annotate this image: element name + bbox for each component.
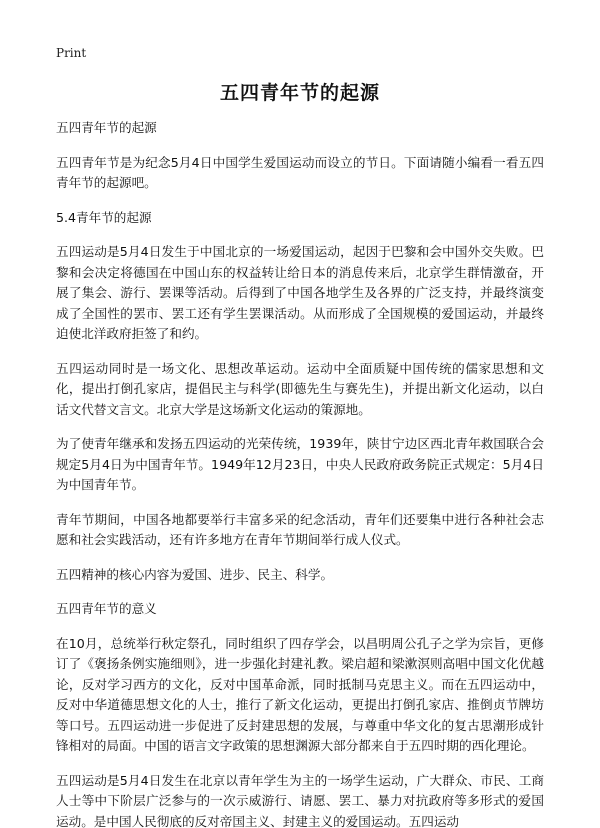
paragraph-spirit: 五四精神的核心内容为爱国、进步、民主、科学。 (56, 566, 334, 582)
paragraph-culture: 五四运动同时是一场文化、思想改革运动。运动中全面质疑中国传统的儒家思想和文化，提出打倒孔家店，提倡民主与科学(即德先生与赛先生)，并提出新文化运动，以白话文代替文言文。北京大学是这场新文化运动的策源地。 (56, 360, 544, 417)
paragraph-activities: 青年节期间，中国各地都要举行丰富多采的纪念活动，青年们还要集中进行各种社会志愿和社会实践活动，还有许多地方在青年节期间举行成人仪式。 (56, 511, 544, 547)
document-title: 五四青年节的起源 (219, 82, 380, 104)
paragraph-student-movement: 五四运动是5月4日发生在北京以青年学生为主的一场学生运动，广大群众、市民、工商人士等中下阶层广泛参与的一次示威游行、请愿、罢工、暴力对抗政府等多形式的爱国运动。是中国人民彻底的反对帝国主义、封建主义的爱国运动。五四运动 (56, 772, 544, 828)
section-heading-54-origin: 5.4青年节的起源 (56, 209, 152, 225)
paragraph-significance: 在10月，总统举行秋定祭孔，同时组织了四存学会，以昌明周公孔子之学为宗旨，更修订了《褒扬条例实施细则》，进一步强化封建礼教。梁启超和梁漱溟则高唱中国文化优越论，反对学习西方的文化，反对中国革命派，同时抵制马克思主义。而在五四运动中，反对中华道德思想文化的人士，推行了新文化运动，更提出打倒孔家店、推倒贞节牌坊等口号。五四运动进一步促进了反封建思想的发展，与尊重中华文化的复古思潮形成针锋相对的局面。中国的语言文字政策的思想渊源大部分都来自于五四时期的西化理论。 (56, 635, 544, 753)
section-heading-origin: 五四青年节的起源 (56, 120, 157, 135)
print-link[interactable]: Print (56, 46, 87, 60)
paragraph-intro: 五四青年节是为纪念5月4日中国学生爱国运动而设立的节日。下面请随小编看一看五四青年节的起源吧。 (56, 154, 544, 190)
paragraph-movement: 五四运动是5月4日发生于中国北京的一场爱国运动，起因于巴黎和会中国外交失败。巴黎和会决定将德国在中国山东的权益转让给日本的消息传来后，北京学生群情激奋，开展了集会、游行、罢课等活动。后得到了中国各地学生及各界的广泛支持，并最终演变成了全国性的罢市、罢工还有学生罢课活动。从而形成了全国规模的爱国运动，并最终迫使北洋政府拒签了和约。 (56, 244, 544, 341)
section-heading-significance: 五四青年节的意义 (56, 601, 157, 616)
paragraph-establishment: 为了使青年继承和发扬五四运动的光荣传统，1939年，陕甘宁边区西北青年救国联合会规定5月4日为中国青年节。1949年12月23日，中央人民政府政务院正式规定：5月4日为中国青年节。 (56, 436, 544, 492)
document-body (56, 118, 544, 828)
